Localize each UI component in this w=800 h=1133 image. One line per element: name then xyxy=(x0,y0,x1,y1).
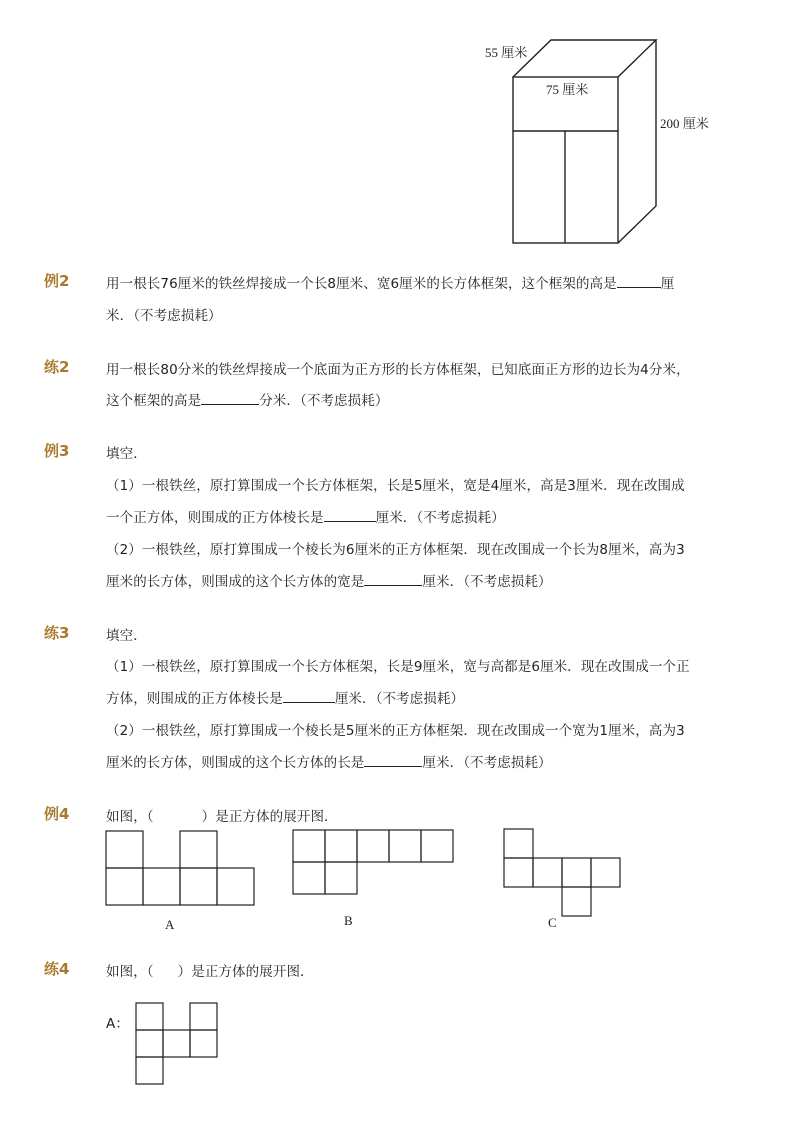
example-3-q2-line-1: （2）一根铁丝，原打算围成一个棱长为6厘米的正方体框架．现在改围成一个长为8厘米，高为3 xyxy=(106,542,685,558)
cuboid-figure xyxy=(513,40,656,243)
practice-2-tag: 练2 xyxy=(44,358,70,376)
example-3-q1-line-1: （1）一根铁丝，原打算围成一个长方体框架，长是5厘米，宽是4厘米，高是3厘米．现在改围成 xyxy=(106,478,685,494)
example-3-q2-line-2: 厘米的长方体，则围成的这个长方体的宽是 厘米．（不考虑损耗） xyxy=(106,574,552,590)
practice-3-tag: 练3 xyxy=(44,624,70,642)
answer-blank[interactable] xyxy=(617,274,661,288)
net-c-label: C xyxy=(548,915,557,930)
practice-2-line-1: 用一根长80分米的铁丝焊接成一个底面为正方形的长方体框架，已知底面正方形的边长为4分米， xyxy=(106,362,690,378)
depth-label: 55 厘米 xyxy=(485,45,528,60)
example-2-tag: 例2 xyxy=(44,272,70,290)
net-a xyxy=(106,831,254,905)
answer-blank[interactable] xyxy=(283,689,335,703)
example-3-intro: 填空． xyxy=(106,446,147,462)
practice-4-text: 如图，（ ）是正方体的展开图． xyxy=(106,964,314,980)
answer-blank[interactable] xyxy=(201,391,259,405)
answer-blank[interactable] xyxy=(364,753,422,767)
practice-3-q2-line-2: 厘米的长方体，则围成的这个长方体的长是 厘米．（不考虑损耗） xyxy=(106,755,552,771)
example-3-q1-line-2: 一个正方体，则围成的正方体棱长是 厘米．（不考虑损耗） xyxy=(106,510,505,526)
net-a-label: A xyxy=(165,917,175,932)
cuboid-right-face xyxy=(618,40,656,243)
example-4-text: 如图，（ ）是正方体的展开图． xyxy=(106,809,338,825)
example-2-line-1: 用一根长76厘米的铁丝焊接成一个长8厘米、宽6厘米的长方体框架，这个框架的高是 厘 xyxy=(106,276,675,292)
net-b-label: B xyxy=(344,913,353,928)
practice-4-tag: 练4 xyxy=(44,960,70,978)
practice-3-q1-line-2: 方体，则围成的正方体棱长是 厘米．（不考虑损耗） xyxy=(106,691,465,707)
practice-3-intro: 填空． xyxy=(106,628,147,644)
practice-3-q1-line-1: （1）一根铁丝，原打算围成一个长方体框架，长是9厘米，宽与高都是6厘米．现在改围成一个正 xyxy=(106,659,690,675)
example-3-tag: 例3 xyxy=(44,442,70,460)
answer-blank[interactable] xyxy=(364,572,422,586)
net-c xyxy=(504,829,620,916)
practice-3-q2-line-1: （2）一根铁丝，原打算围成一个棱长是5厘米的正方体框架．现在改围成一个宽为1厘米，高为3 xyxy=(106,723,685,739)
example-4-tag: 例4 xyxy=(44,805,70,823)
cuboid-top-face xyxy=(513,40,656,77)
net-practice-a xyxy=(136,1003,217,1084)
practice-2-line-2: 这个框架的高是 分米．（不考虑损耗） xyxy=(106,393,389,409)
practice-4-net-a-label: A： xyxy=(106,1016,129,1032)
height-label: 200 厘米 xyxy=(660,116,709,131)
example-2-line-2: 米．（不考虑损耗） xyxy=(106,308,222,324)
answer-blank[interactable] xyxy=(324,508,376,522)
width-label: 75 厘米 xyxy=(546,82,589,97)
net-b xyxy=(293,830,453,894)
